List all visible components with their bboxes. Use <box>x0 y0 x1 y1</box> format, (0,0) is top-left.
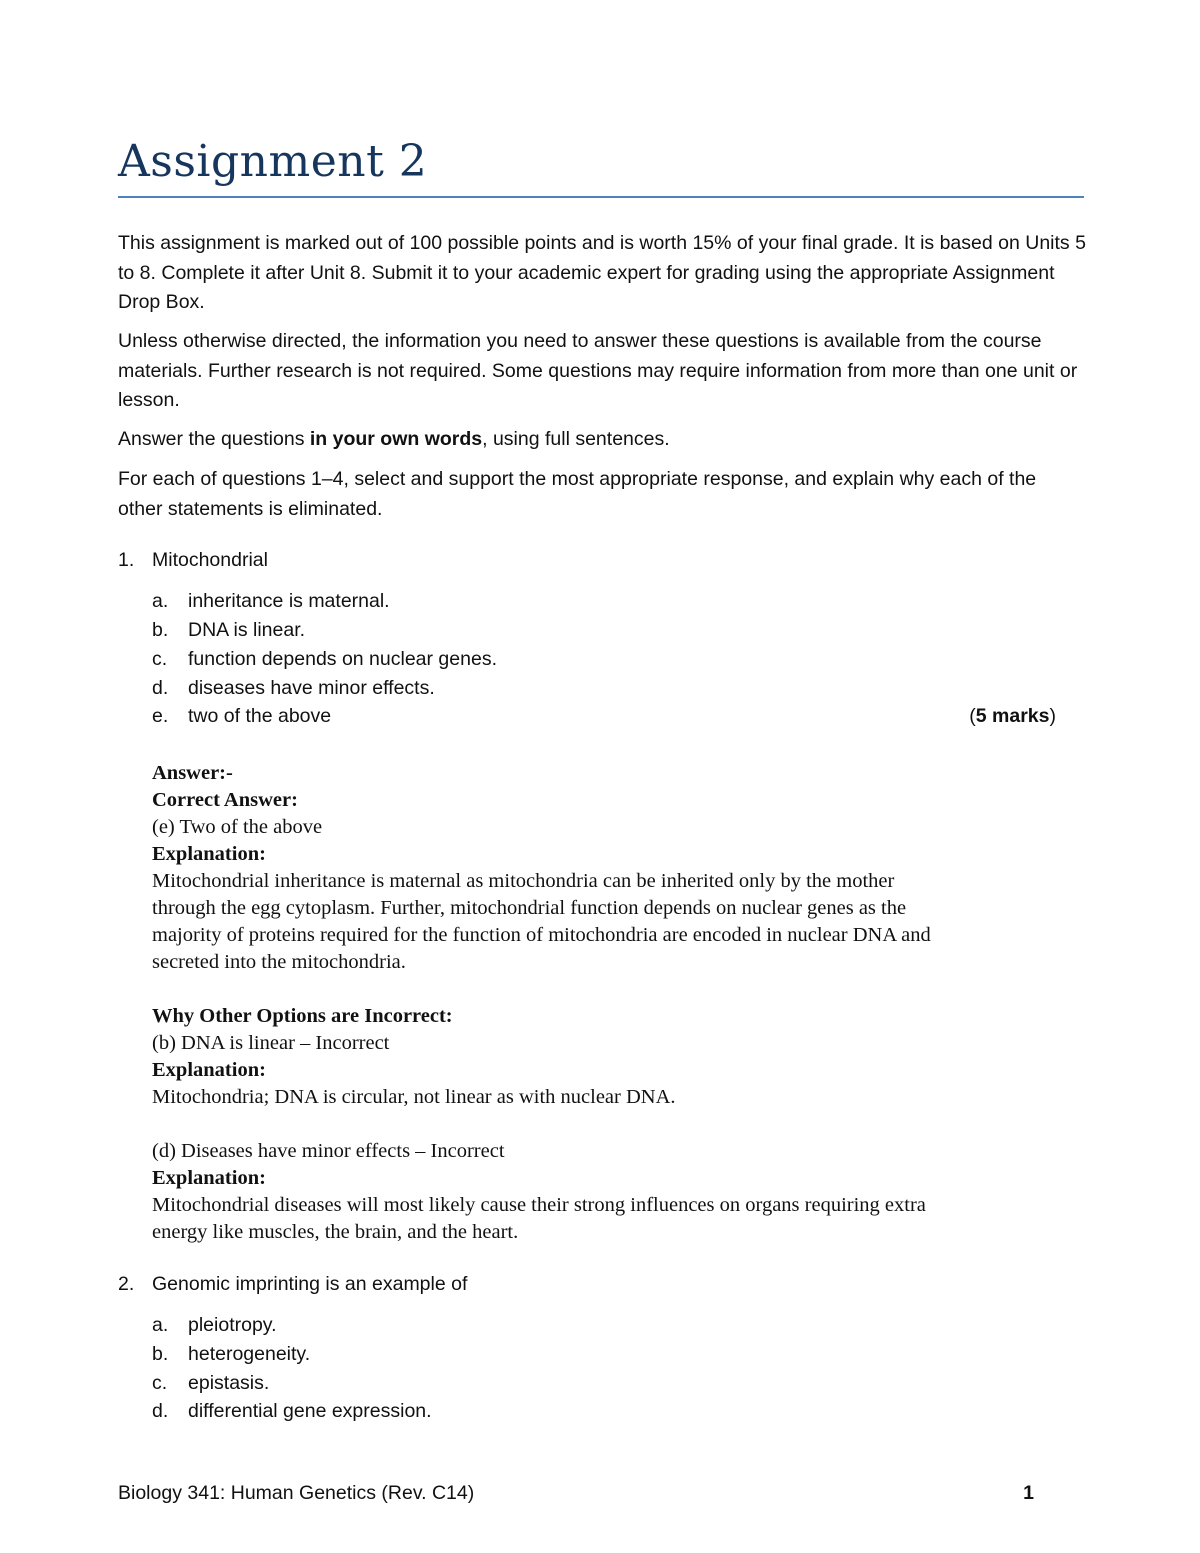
question-2-text: Genomic imprinting is an example of <box>152 1273 468 1295</box>
q1-option-e-text: two of the above <box>188 705 332 727</box>
q2-option-b-text: heterogeneity. <box>188 1343 311 1365</box>
correct-answer-value: (e) Two of the above <box>152 816 323 838</box>
answer-block <box>152 760 1072 1246</box>
q1-option-c-text: function depends on nuclear genes. <box>188 648 497 670</box>
correct-answer-label: Correct Answer: <box>152 789 298 811</box>
intro-paragraph-4: For each of questions 1–4, select and support the most appropriate response, and explain why each of the other statements is eliminated. <box>118 468 1037 520</box>
footer-course: Biology 341: Human Genetics (Rev. C14) <box>118 1482 475 1504</box>
q1-marks-close: ) <box>1049 705 1056 727</box>
q2-option-d-text: differential gene expression. <box>188 1400 432 1422</box>
spacer <box>152 1111 1072 1138</box>
q2-option-b-letter: b. <box>152 1343 169 1365</box>
q1-marks-open: ( <box>969 705 976 727</box>
intro-paragraph-1: This assignment is marked out of 100 possible points and is worth 15% of your final grade. It is based on Units 5 to 8. Complete it after Unit 8. Submit it to your academic expert for grading using the appropriate Assignment Drop Box. <box>118 232 1086 313</box>
q1-option-b-text: DNA is linear. <box>188 619 306 641</box>
q1-option-a-letter: a. <box>152 590 169 612</box>
spacer <box>152 976 1072 1003</box>
q2-option-c-letter: c. <box>152 1372 168 1394</box>
q1-option-d-letter: d. <box>152 677 169 699</box>
intro-p3-end: , using full sentences. <box>482 428 670 450</box>
option-d-incorrect: (d) Diseases have minor effects – Incorrect <box>152 1140 505 1162</box>
q1-marks-value: 5 marks <box>975 705 1050 727</box>
option-b-explanation-label: Explanation: <box>152 1059 266 1081</box>
explanation-line: Mitochondrial inheritance is maternal as mitochondria can be inherited only by the mother <box>152 870 895 892</box>
option-b-explanation: Mitochondria; DNA is circular, not linear as with nuclear DNA. <box>152 1086 676 1108</box>
question-1-text: Mitochondrial <box>152 549 268 571</box>
question-2-number: 2. <box>118 1273 135 1295</box>
q1-marks <box>969 705 1056 728</box>
q2-option-a-letter: a. <box>152 1314 169 1336</box>
title-underline <box>118 196 1084 198</box>
q1-option-b-letter: b. <box>152 619 169 641</box>
explanation-line: secreted into the mitochondria. <box>152 951 406 973</box>
intro-p3-start: Answer the questions <box>118 428 310 450</box>
option-b-incorrect: (b) DNA is linear – Incorrect <box>152 1032 390 1054</box>
q1-option-e-letter: e. <box>152 705 169 727</box>
why-incorrect-label: Why Other Options are Incorrect: <box>152 1005 453 1027</box>
option-d-explanation-label: Explanation: <box>152 1167 266 1189</box>
explanation-label: Explanation: <box>152 843 266 865</box>
intro-paragraph-2: Unless otherwise directed, the information you need to answer these questions is available from the course materials. Further research is not required. Some questions may require information from more than one unit or lesson. <box>118 330 1078 411</box>
page-title: Assignment 2 <box>118 136 428 187</box>
intro-p3-emphasis: in your own words <box>309 428 483 450</box>
answer-heading: Answer:- <box>152 762 233 784</box>
intro-paragraph-3 <box>118 425 1086 455</box>
q2-option-a-text: pleiotropy. <box>188 1314 277 1336</box>
option-d-explanation-line: Mitochondrial diseases will most likely cause their strong influences on organs requiring extra <box>152 1194 926 1216</box>
q1-option-a-text: inheritance is maternal. <box>188 590 390 612</box>
q1-option-c-letter: c. <box>152 648 168 670</box>
q2-option-c-text: epistasis. <box>188 1372 270 1394</box>
option-d-explanation-line: energy like muscles, the brain, and the heart. <box>152 1221 519 1243</box>
explanation-line: through the egg cytoplasm. Further, mitochondrial function depends on nuclear genes as the <box>152 897 907 919</box>
explanation-line: majority of proteins required for the function of mitochondria are encoded in nuclear DNA and <box>152 924 931 946</box>
q2-option-d-letter: d. <box>152 1400 169 1422</box>
q1-option-d-text: diseases have minor effects. <box>188 677 435 699</box>
question-1-number: 1. <box>118 549 135 571</box>
footer-page-number: 1 <box>1023 1482 1034 1504</box>
